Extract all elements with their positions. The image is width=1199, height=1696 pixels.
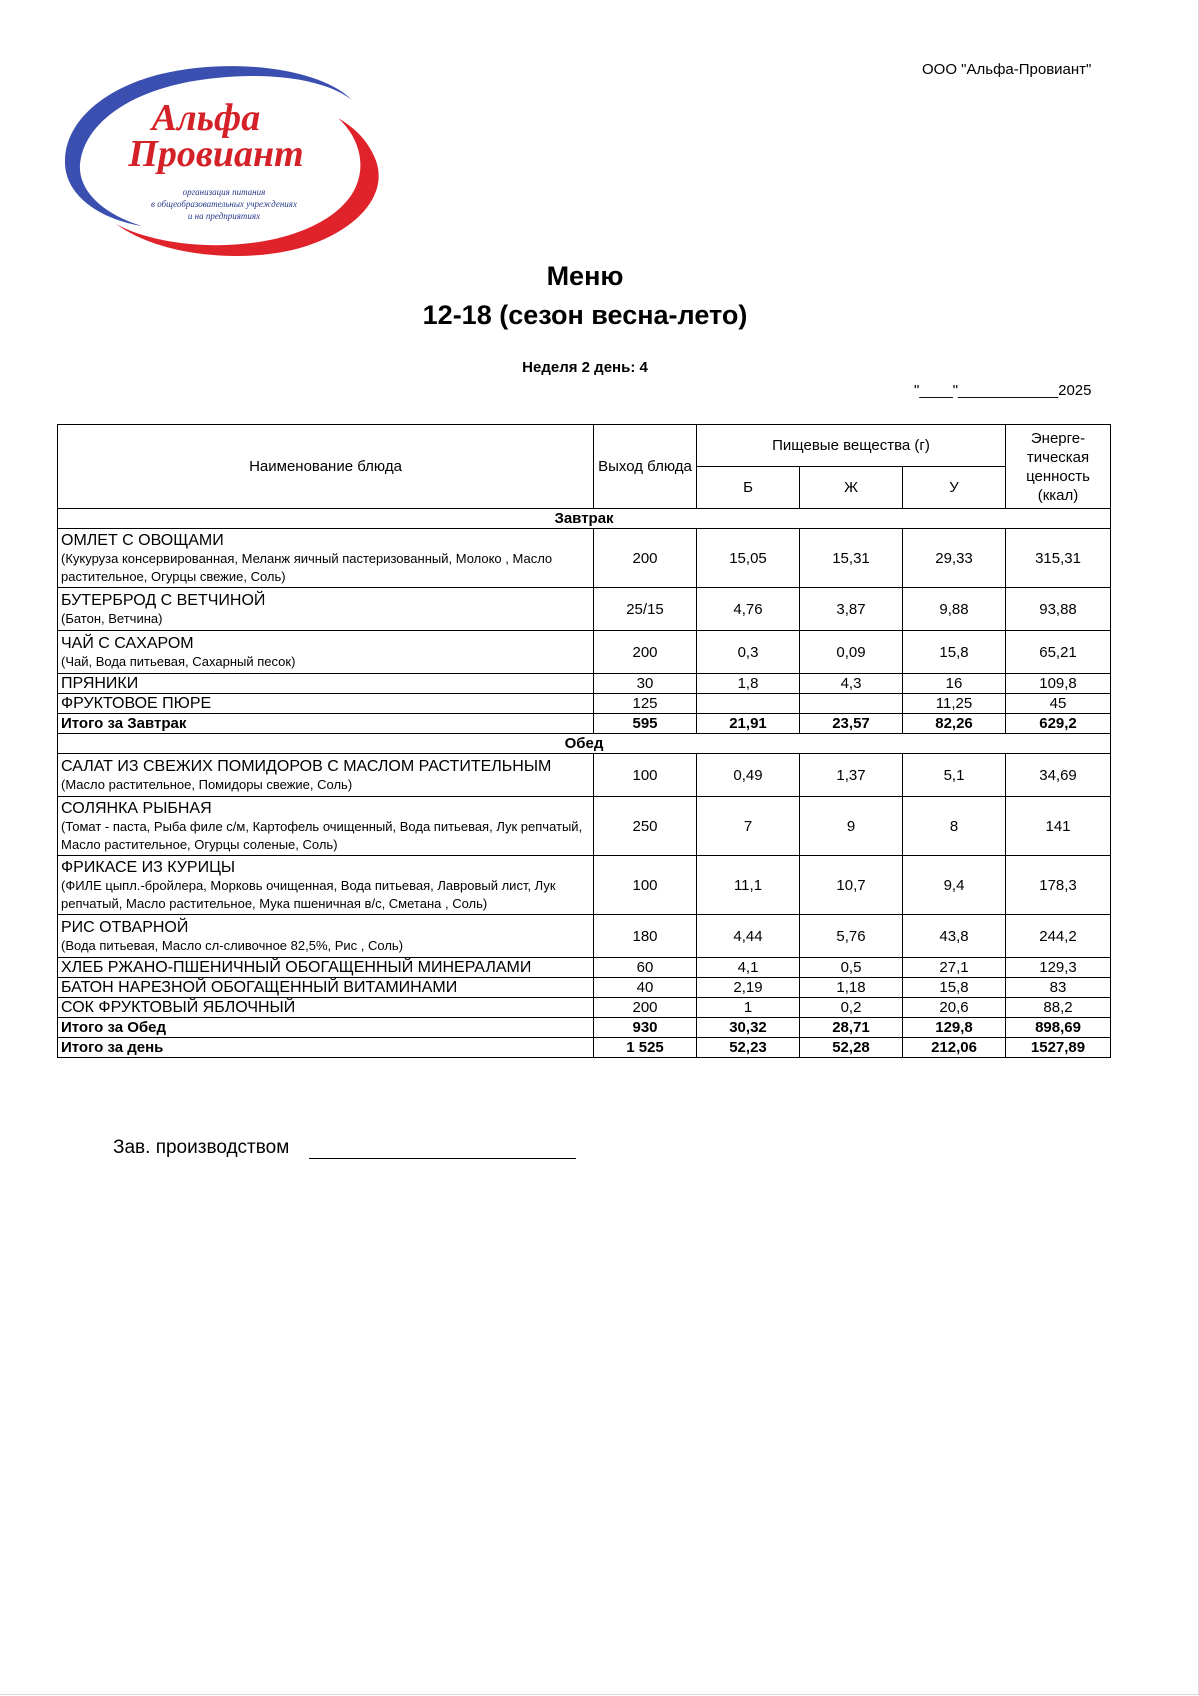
table-row — [58, 978, 1111, 998]
dish-cell — [58, 998, 594, 1018]
table-row — [58, 674, 1111, 694]
carb-cell: 5,1 — [903, 754, 1006, 797]
protein-cell: 52,23 — [697, 1038, 800, 1058]
dish-cell — [58, 674, 594, 694]
dish-composition: (Вода питьевая, Масло сл-сливочное 82,5%, Рис , Соль) — [61, 937, 404, 953]
kcal-cell: 141 — [1006, 797, 1111, 856]
total-label: Итого за день — [58, 1038, 594, 1058]
fat-cell: 0,09 — [800, 631, 903, 674]
week-day: Неделя 2 день: 4 — [522, 359, 648, 376]
dish-name: СОК ФРУКТОВЫЙ ЯБЛОЧНЫЙ — [61, 999, 296, 1016]
carb-cell: 9,4 — [903, 856, 1006, 915]
section-title: Обед — [58, 734, 1111, 754]
protein-cell: 0,3 — [697, 631, 800, 674]
carb-cell: 15,8 — [903, 631, 1006, 674]
header-output: Выход блюда — [594, 425, 697, 509]
kcal-cell: 629,2 — [1006, 714, 1111, 734]
dish-name: ОМЛЕТ С ОВОЩАМИ — [61, 531, 224, 549]
section-title: Завтрак — [58, 509, 1111, 529]
header-zh: Ж — [800, 467, 903, 509]
header-nutrients: Пищевые вещества (г) — [697, 425, 1006, 467]
carb-cell: 129,8 — [903, 1018, 1006, 1038]
table-row — [58, 631, 1111, 674]
protein-cell: 30,32 — [697, 1018, 800, 1038]
kcal-cell: 244,2 — [1006, 915, 1111, 958]
logo-tagline1: организация питания — [182, 187, 266, 197]
fat-cell: 28,71 — [800, 1018, 903, 1038]
carb-cell: 9,88 — [903, 588, 1006, 631]
table-row — [58, 588, 1111, 631]
protein-cell: 4,44 — [697, 915, 800, 958]
day-total-row — [58, 1038, 1111, 1058]
kcal-cell: 93,88 — [1006, 588, 1111, 631]
table-row — [58, 529, 1111, 588]
protein-cell: 1,8 — [697, 674, 800, 694]
signature-label: Зав. производством — [113, 1137, 290, 1158]
output-cell: 125 — [594, 694, 697, 714]
carb-cell: 11,25 — [903, 694, 1006, 714]
carb-cell: 20,6 — [903, 998, 1006, 1018]
carb-cell: 27,1 — [903, 958, 1006, 978]
dish-name: САЛАТ ИЗ СВЕЖИХ ПОМИДОРОВ С МАСЛОМ РАСТИТЕЛЬНЫМ — [61, 757, 552, 775]
logo-line1: Альфа — [151, 97, 261, 139]
carb-cell: 16 — [903, 674, 1006, 694]
document-title: Меню — [546, 261, 624, 291]
protein-cell: 1 — [697, 998, 800, 1018]
dish-cell — [58, 588, 594, 631]
output-cell: 180 — [594, 915, 697, 958]
table-row — [58, 797, 1111, 856]
company-name: ООО "Альфа-Провиант" — [922, 61, 1092, 78]
dish-cell — [58, 915, 594, 958]
header-row — [58, 425, 1111, 467]
menu-table — [57, 424, 1111, 1058]
dish-cell — [58, 958, 594, 978]
kcal-cell: 178,3 — [1006, 856, 1111, 915]
output-cell: 30 — [594, 674, 697, 694]
protein-cell — [697, 694, 800, 714]
kcal-cell: 1527,89 — [1006, 1038, 1111, 1058]
protein-cell: 15,05 — [697, 529, 800, 588]
dish-composition: (Чай, Вода питьевая, Сахарный песок) — [61, 653, 296, 669]
logo-tagline2: в общеобразовательных учреждениях — [151, 199, 297, 209]
fat-cell: 23,57 — [800, 714, 903, 734]
kcal-cell: 88,2 — [1006, 998, 1111, 1018]
fat-cell: 15,31 — [800, 529, 903, 588]
signature-line — [309, 1158, 576, 1159]
lunch-total-row — [58, 1018, 1111, 1038]
fat-cell: 3,87 — [800, 588, 903, 631]
fat-cell: 4,3 — [800, 674, 903, 694]
breakfast-total-row — [58, 714, 1111, 734]
kcal-cell: 65,21 — [1006, 631, 1111, 674]
carb-cell: 43,8 — [903, 915, 1006, 958]
fat-cell — [800, 694, 903, 714]
dish-composition: (ФИЛЕ цыпл.-бройлера, Морковь очищенная, Вода питьевая, Лавровый лист, Лук репчатый, Масло растительное, Мука пшеничная в/с, Сметана , Соль) — [61, 877, 556, 911]
fat-cell: 10,7 — [800, 856, 903, 915]
fat-cell: 5,76 — [800, 915, 903, 958]
carb-cell: 82,26 — [903, 714, 1006, 734]
kcal-cell: 34,69 — [1006, 754, 1111, 797]
output-cell: 100 — [594, 754, 697, 797]
fat-cell: 0,5 — [800, 958, 903, 978]
fat-cell: 1,18 — [800, 978, 903, 998]
output-cell: 250 — [594, 797, 697, 856]
header-energy: Энерге-тическая ценность (ккал) — [1006, 425, 1111, 509]
dish-cell — [58, 754, 594, 797]
logo-graphic — [56, 60, 388, 265]
dish-name: ЧАЙ С САХАРОМ — [61, 634, 194, 652]
output-cell: 60 — [594, 958, 697, 978]
dish-name: ФРИКАСЕ ИЗ КУРИЦЫ — [61, 858, 236, 876]
carb-cell: 29,33 — [903, 529, 1006, 588]
protein-cell: 0,49 — [697, 754, 800, 797]
output-cell: 1 525 — [594, 1038, 697, 1058]
fat-cell: 52,28 — [800, 1038, 903, 1058]
kcal-cell: 109,8 — [1006, 674, 1111, 694]
output-cell: 200 — [594, 998, 697, 1018]
header-b: Б — [697, 467, 800, 509]
kcal-cell: 898,69 — [1006, 1018, 1111, 1038]
fat-cell: 0,2 — [800, 998, 903, 1018]
output-cell: 595 — [594, 714, 697, 734]
protein-cell: 7 — [697, 797, 800, 856]
dish-name: ФРУКТОВОЕ ПЮРЕ — [61, 695, 212, 712]
protein-cell: 4,1 — [697, 958, 800, 978]
section-breakfast — [58, 509, 1111, 529]
logo-tagline3: и на предприятиях — [187, 211, 261, 221]
dish-name: БАТОН НАРЕЗНОЙ ОБОГАЩЕННЫЙ ВИТАМИНАМИ — [61, 979, 458, 996]
total-label: Итого за Обед — [58, 1018, 594, 1038]
table-row — [58, 754, 1111, 797]
dish-composition: (Томат - паста, Рыба филе с/м, Картофель очищенный, Вода питьевая, Лук репчатый, Масло растительное, Огурцы соленые, Соль) — [61, 818, 583, 852]
output-cell: 100 — [594, 856, 697, 915]
dish-name: ПРЯНИКИ — [61, 675, 139, 692]
company-logo — [56, 60, 388, 265]
fat-cell: 9 — [800, 797, 903, 856]
total-label: Итого за Завтрак — [58, 714, 594, 734]
header-u: У — [903, 467, 1006, 509]
dish-cell — [58, 694, 594, 714]
dish-cell — [58, 978, 594, 998]
dish-cell — [58, 631, 594, 674]
table-row — [58, 856, 1111, 915]
protein-cell: 11,1 — [697, 856, 800, 915]
table-row — [58, 958, 1111, 978]
output-cell: 200 — [594, 631, 697, 674]
carb-cell: 8 — [903, 797, 1006, 856]
dish-name: ХЛЕБ РЖАНО-ПШЕНИЧНЫЙ ОБОГАЩЕННЫЙ МИНЕРАЛАМИ — [61, 959, 532, 976]
protein-cell: 2,19 — [697, 978, 800, 998]
protein-cell: 4,76 — [697, 588, 800, 631]
carb-cell: 212,06 — [903, 1038, 1006, 1058]
output-cell: 40 — [594, 978, 697, 998]
dish-composition: (Масло растительное, Помидоры свежие, Соль) — [61, 776, 353, 792]
table-row — [58, 915, 1111, 958]
dish-name: СОЛЯНКА РЫБНАЯ — [61, 799, 212, 817]
kcal-cell: 315,31 — [1006, 529, 1111, 588]
section-lunch — [58, 734, 1111, 754]
date-line: "____"____________2025 — [914, 382, 1092, 399]
kcal-cell: 83 — [1006, 978, 1111, 998]
header-name: Наименование блюда — [58, 425, 594, 509]
output-cell: 200 — [594, 529, 697, 588]
document-subtitle: 12-18 (сезон весна-лето) — [422, 300, 748, 330]
fat-cell: 1,37 — [800, 754, 903, 797]
dish-cell — [58, 856, 594, 915]
output-cell: 930 — [594, 1018, 697, 1038]
protein-cell: 21,91 — [697, 714, 800, 734]
kcal-cell: 45 — [1006, 694, 1111, 714]
table-row — [58, 694, 1111, 714]
table-row — [58, 998, 1111, 1018]
dish-composition: (Кукуруза консервированная, Меланж яичный пастеризованный, Молоко , Масло растительное, Огурцы свежие, Соль) — [61, 550, 553, 584]
kcal-cell: 129,3 — [1006, 958, 1111, 978]
dish-cell — [58, 529, 594, 588]
logo-line2: Провиант — [128, 133, 304, 175]
dish-cell — [58, 797, 594, 856]
dish-name: РИС ОТВАРНОЙ — [61, 918, 189, 936]
dish-composition: (Батон, Ветчина) — [61, 610, 163, 626]
output-cell: 25/15 — [594, 588, 697, 631]
dish-name: БУТЕРБРОД С ВЕТЧИНОЙ — [61, 591, 266, 609]
carb-cell: 15,8 — [903, 978, 1006, 998]
